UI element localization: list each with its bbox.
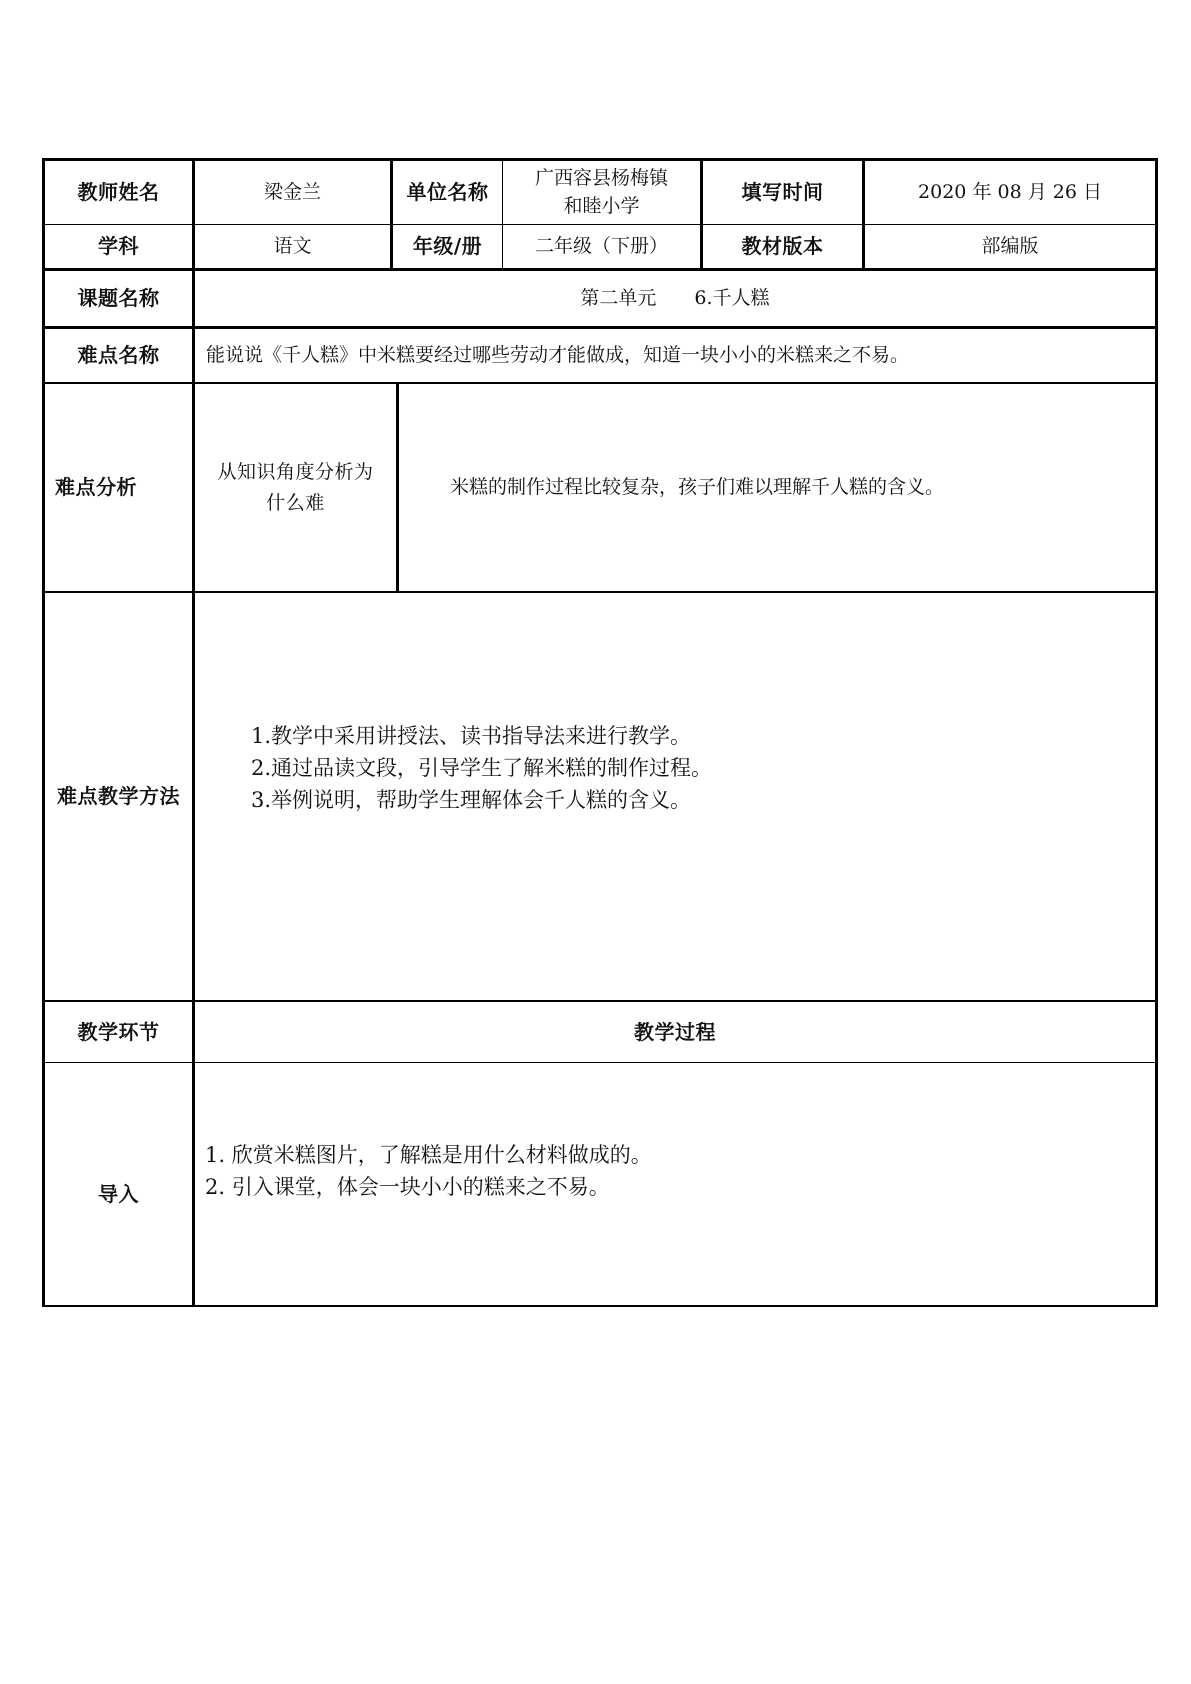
teacher-name-value: 梁金兰: [263, 180, 321, 203]
unit-name-line-2: 和睦小学: [563, 194, 640, 217]
column-divider: [396, 382, 399, 592]
difficulty-name-value: 能说说《千人糕》中米糕要经过哪些劳动才能做成，知道一块小小的米糕来之不易。: [206, 343, 910, 366]
unit-name-label: 单位名称: [406, 180, 489, 204]
teaching-method-list: [251, 720, 712, 816]
column-divider: [192, 158, 195, 1307]
fill-time-value: 2020 年 08 月 26 日: [918, 180, 1102, 203]
difficulty-analysis-value: 米糕的制作过程比较复杂，孩子们难以理解千人糕的含义。: [450, 475, 945, 498]
grade-value: 二年级（下册）: [534, 234, 668, 257]
teaching-stage-label: 教学环节: [77, 1019, 160, 1044]
introduction-label: 导入: [98, 1181, 139, 1206]
teacher-name-label: 教师姓名: [77, 180, 160, 204]
knowledge-angle-line-1: 从知识角度分析为: [217, 461, 374, 484]
introduction-list: [205, 1139, 652, 1203]
list-item: 2. 引入课堂，体会一块小小的糕来之不易。: [205, 1175, 610, 1199]
difficulty-name-label: 难点名称: [77, 343, 160, 367]
lesson-title-label: 课题名称: [77, 286, 160, 310]
subject-value: 语文: [273, 234, 312, 257]
subject-label: 学科: [98, 234, 139, 258]
row-divider: [42, 591, 1158, 593]
teaching-process-label: 教学过程: [634, 1019, 716, 1044]
list-item: 2.通过品读文段，引导学生了解米糕的制作过程。: [251, 756, 713, 780]
unit-name-value: [503, 161, 700, 224]
list-item: 1. 欣赏米糕图片，了解糕是用什么材料做成的。: [205, 1143, 652, 1167]
list-item: 3.举例说明，帮助学生理解体会千人糕的含义。: [251, 788, 692, 812]
table-border-bottom: [42, 1305, 1158, 1307]
edition-label: 教材版本: [741, 234, 824, 258]
knowledge-angle-line-2: 什么难: [266, 491, 325, 514]
fill-time-label: 填写时间: [741, 180, 824, 204]
unit-name-line-1: 广西容县杨梅镇: [534, 166, 668, 189]
teaching-method-label: 难点教学方法: [57, 784, 180, 808]
list-item: 1.教学中采用讲授法、读书指导法来进行教学。: [251, 724, 692, 748]
table-border-right: [1155, 158, 1158, 1307]
row-divider: [42, 1062, 1158, 1063]
edition-value: 部编版: [981, 234, 1039, 257]
difficulty-analysis-label: 难点分析: [55, 475, 137, 499]
lesson-title-value: 第二单元 6.千人糕: [580, 286, 770, 309]
knowledge-angle-label: [195, 384, 396, 591]
grade-label: 年级/册: [412, 234, 483, 258]
